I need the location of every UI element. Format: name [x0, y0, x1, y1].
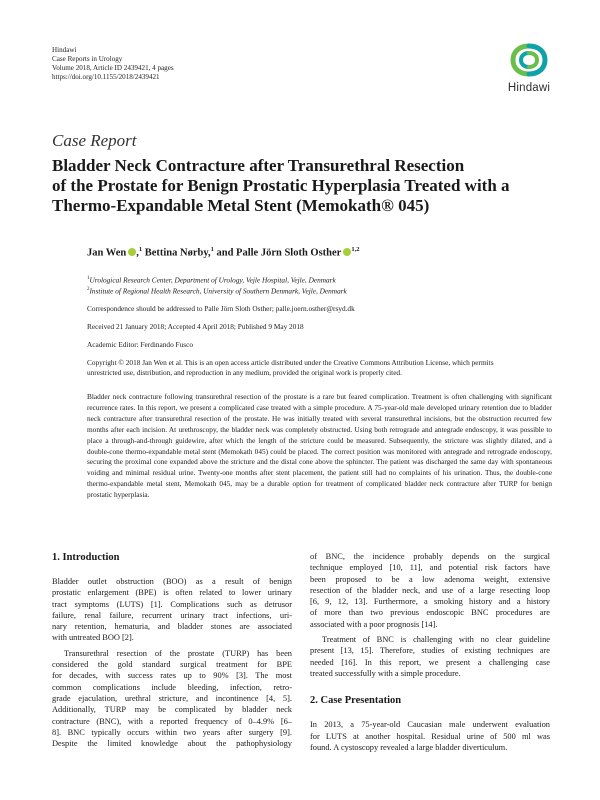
publisher-name: Hindawi — [52, 46, 77, 54]
title-line: Bladder Neck Contracture after Transurethral Resection — [52, 156, 465, 175]
volume-info: Volume 2018, Article ID 2439421, 4 pages — [52, 64, 174, 72]
doi-link[interactable]: https://doi.org/10.1155/2018/2439421 — [52, 73, 160, 81]
affiliations — [87, 274, 347, 297]
correspondence: Correspondence should be addressed to Palle Jörn Sloth Osther; palle.joern.osther@rsyd.dk — [87, 304, 355, 313]
journal-metadata — [52, 46, 174, 82]
author-affil-sup: 1 — [138, 246, 143, 253]
title-line: of the Prostate for Benign Prostatic Hyperplasia Treated with a — [52, 176, 510, 195]
title-line: Thermo-Expandable Metal Stent (Memokath® 045) — [52, 196, 430, 215]
abstract-text: Bladder neck contracture following transurethral resection of the prostate is a rare but feared complication. Treatment is often challenging with significant recurrence rates. In this report, we present a complicated case treated with a simple procedure. A 75-year-old male developed urinary retention due to bladder neck contracture after transurethral resection of the prostate. He was initially treated with several transurethral incisions, but the obstruction recurred few months after each incision. At urethroscopy, the bladder neck was completely obstructed. Using both retrograde and antegrade endoscopy, it was possible to place a through-and-through guidewire, after which the length of the stricture could be measured. Subsequently, the stricture was slightly dilated, and a double-cone thermo-expandable metal stent (Memokath 045) could be placed. The correct position was monitored with antegrade and retrograde endoscopy, securing the proximal cone expanded above the stricture and the distal cone above the sphincter. The patient was discharged the same day with spontaneous voiding and minimal residual urine. Twenty-one months after stent placement, the patient still had no complaints of his urination. Thus, the double-cone thermo-expandable metal stent, Memokath 045, may be a durable option for treatment of complicated bladder neck contracture after TURP for benign prostatic hyperplasia. — [87, 392, 552, 500]
intro-paragraph-4: Treatment of BNC is challenging with no clear guideline present [13, 15]. Therefore, studies of existing techniques are needed [16]. In this report, we present a challenging case treated successfully with a simple procedure. — [310, 635, 550, 678]
author-affil-sup: 1,2 — [351, 246, 360, 253]
hindawi-logo-icon — [505, 40, 553, 80]
publication-dates: Received 21 January 2018; Accepted 4 April 2018; Published 9 May 2018 — [87, 322, 304, 331]
author-list: Jan Wen ,$^1$ Bettina Nørby,$^1$ and Palle Jörn Sloth Osther $^{1,2}$ — [87, 246, 360, 259]
author-name[interactable]: and Palle Jörn Sloth Osther — [216, 247, 342, 259]
intro-paragraph-2: Transurethral resection of the prostate (TURP) has been considered the gold standard surgical treatment for BPE for decades, with success rates up to 90% [3]. The most common complications include bleeding, infection, retro- grade ejaculation, urethral stricture, and incontinence [4, 5]. Additionally, TURP may be complicated by bladder neck contracture (BNC), with a reported frequency of 0–4.9% [6– 8]. BNC typically occurs within two years after surgery [9]. Despite the limited knowledge about the pathophysiology — [52, 648, 292, 749]
case-paragraph-1: In 2013, a 75-year-old Caucasian male underwent evaluation for LUTS at another hospital. Residual urine of 500 ml was found. A cystoscopy revealed a large bladder diverticulum. — [310, 720, 550, 752]
article-type: Case Report — [52, 131, 137, 150]
article-title — [52, 156, 552, 216]
author-affil-sup: 1 — [210, 246, 214, 253]
section-heading-introduction: 1. Introduction — [52, 552, 120, 563]
left-column — [52, 552, 292, 749]
orcid-icon[interactable] — [128, 248, 136, 256]
journal-name: Case Reports in Urology — [52, 55, 123, 63]
affiliation: $^1$Urological Research Center, Department of Urology, Vejle Hospital, Vejle, Denmark — [87, 275, 336, 285]
section-heading-case-presentation: 2. Case Presentation — [310, 695, 402, 707]
author-name[interactable]: Bettina Nørby, — [144, 247, 211, 259]
intro-paragraph-3: of BNC, the incidence probably depends on the surgical technique employed [10, 11], and potential risk factors have been proposed to be a low adenoma weight, extensive resection of the bladder neck, and use of a large resecting loop [6, 9, 12, 13]. Furthermore, a smoking history and a history of more than two previous endoscopic BNC procedures are associated with a poor prognosis [14]. — [310, 552, 550, 629]
right-column — [310, 551, 550, 753]
affiliation: $^2$Institute of Regional Health Research, University of Southern Denmark, Vejle, Denmark — [87, 286, 347, 296]
author-name[interactable]: Jan Wen — [87, 247, 127, 259]
hindawi-logo — [498, 40, 560, 110]
intro-paragraph-1: Bladder outlet obstruction (BOO) as a result of benign prostatic enlargement (BPE) is often related to lower urinary tract symptoms (LUTS) [1]. Complications such as detrusor failure, renal failure, recurrent urinary tract infections, uri- nary retention, hematuria, and bladder stones are associated with untreated BOO [2]. — [52, 577, 292, 643]
logo-wordmark: Hindawi — [507, 82, 551, 94]
copyright-notice: Copyright © 2018 Jan Wen et al. This is an open access article distributed under the Creative Commons Attribution License, which permits unrestricted use, distribution, and reproduction in any medium, provided the original work is properly cited. — [87, 358, 494, 377]
academic-editor: Academic Editor: Ferdinando Fusco — [87, 340, 193, 349]
